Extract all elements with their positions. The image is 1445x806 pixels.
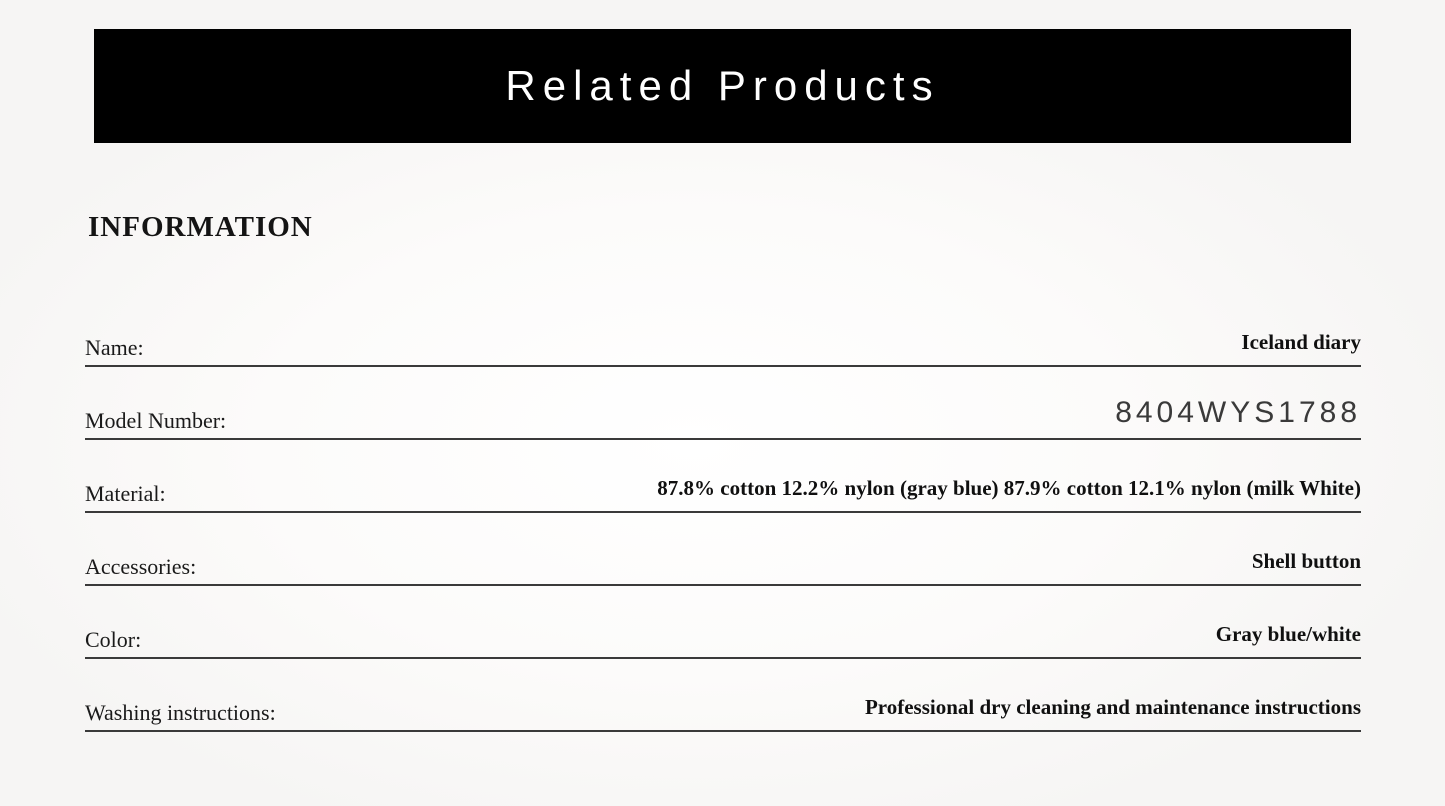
- name-value: Iceland diary: [1241, 330, 1361, 354]
- info-row-model-number: [85, 367, 1361, 440]
- name-label: Name:: [85, 335, 144, 360]
- washing-instructions-label: Washing instructions:: [85, 700, 276, 725]
- color-value: Gray blue/white: [1215, 622, 1361, 646]
- model-number-label: Model Number:: [85, 408, 227, 433]
- material-label: Material:: [85, 481, 166, 506]
- info-row-color: [85, 586, 1361, 659]
- info-row-material: [85, 440, 1361, 513]
- washing-instructions-value: Professional dry cleaning and maintenance instructions: [864, 695, 1361, 719]
- color-label: Color:: [85, 627, 142, 652]
- material-value: 87.8% cotton 12.2% nylon (gray blue) 87.9% cotton 12.1% nylon (milk White): [657, 476, 1361, 500]
- info-row-accessories: [85, 513, 1361, 586]
- info-row-name: [85, 294, 1361, 367]
- accessories-label: Accessories:: [85, 554, 197, 579]
- banner-title: Related Products: [505, 62, 940, 109]
- related-products-banner: [94, 29, 1351, 143]
- info-row-washing-instructions: [85, 659, 1361, 732]
- model-number-value: 8404WYS1788: [1115, 396, 1361, 429]
- information-heading: INFORMATION: [88, 211, 313, 243]
- accessories-value: Shell button: [1251, 549, 1361, 573]
- product-info-table: [85, 294, 1361, 732]
